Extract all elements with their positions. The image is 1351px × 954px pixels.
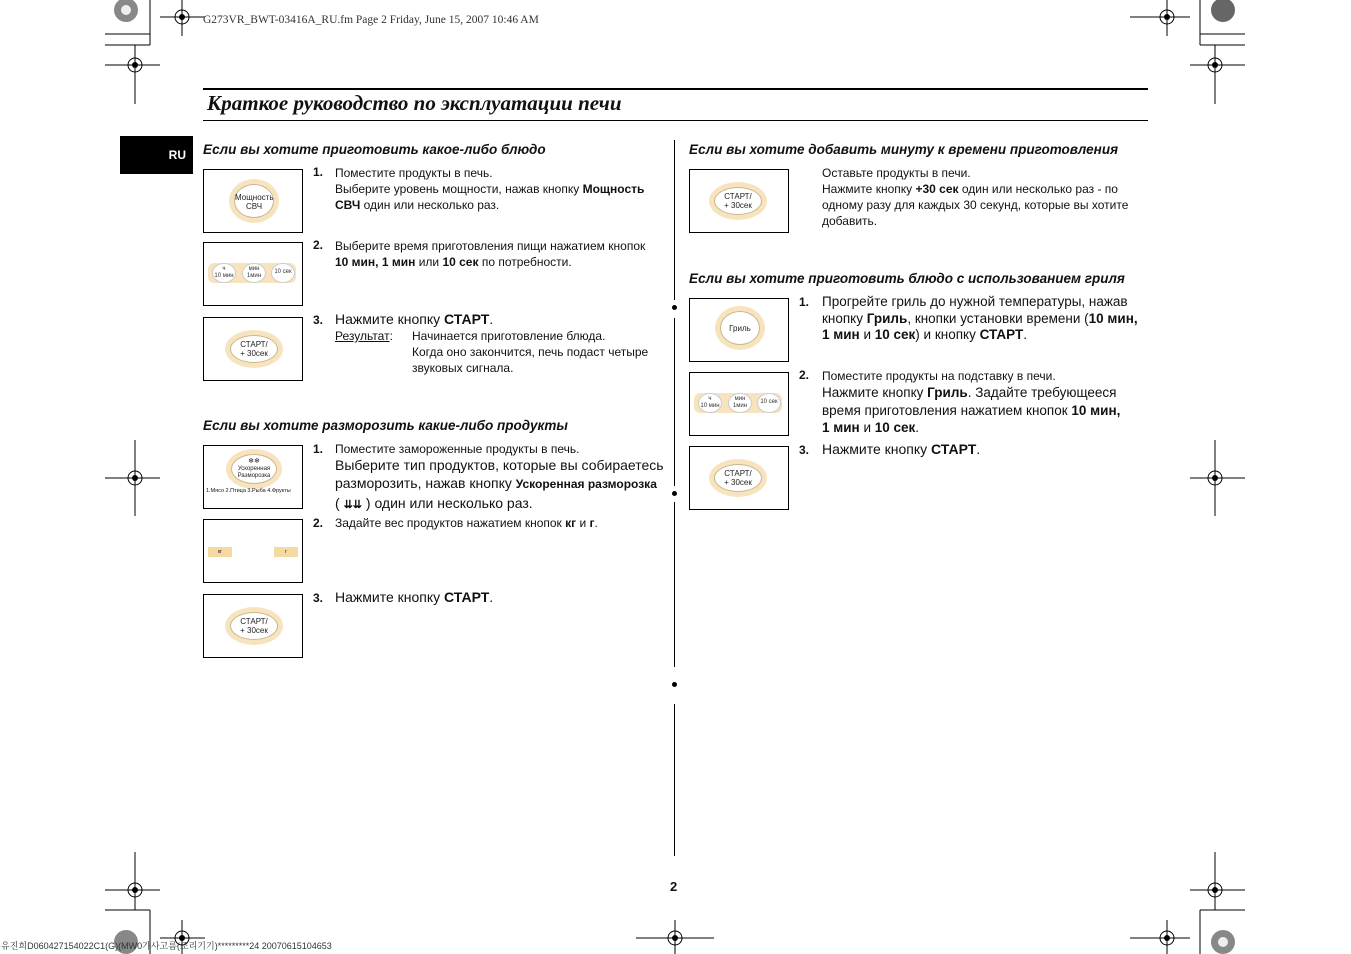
defrost-button-icon: ❄❄ Ускоренная Разморозка	[231, 454, 277, 484]
10sec-button-icon: 10 сек	[757, 393, 781, 413]
start-button-icon: СТАРТ/ + 30сек	[714, 187, 762, 215]
divider-dot	[672, 305, 677, 310]
step-text: Поместите продукты в печь. Выберите уровень мощности, нажав кнопку Мощность СВЧ один или несколько раз.	[335, 166, 645, 212]
page-title: Краткое руководство по эксплуатации печи	[207, 91, 622, 115]
step-text: Поместите замороженные продукты в печь. Выберите тип продуктов, которые вы собираетесь разморозить, нажав кнопку Ускоренная разморозка ( ⇊⇊ ) один или несколько раз.	[335, 442, 664, 511]
title-rule-top	[203, 88, 1148, 90]
section-heading-cook: Если вы хотите приготовить какое-либо блюдо	[203, 142, 546, 157]
section-heading-defrost: Если вы хотите разморозить какие-либо продукты	[203, 418, 568, 433]
section-heading-add-minute: Если вы хотите добавить минуту к времени приготовления	[689, 142, 1119, 157]
page-number: 2	[670, 879, 678, 894]
step-text: Поместите продукты на подставку в печи. Нажмите кнопку Гриль. Задайте требующееся время приготовления нажатием кнопок 10 мин, 1 мин и 10 сек.	[822, 369, 1121, 435]
step-number: 3.	[799, 443, 810, 457]
print-slug: 유진희D060427154022C1(G)(MW0가사고름(조리기기)*********24 20070615104653	[1, 941, 332, 951]
time-buttons-illustration	[203, 242, 303, 306]
food-type-row: 1.Мясо 2.Птица 3.Рыба 4.Фрукты	[206, 488, 291, 494]
g-button-icon: г	[274, 547, 298, 557]
10min-button-icon: ч 10 мин	[698, 393, 722, 413]
add-minute-text: Оставьте продукты в печи. Нажмите кнопку +30 сек один или несколько раз - по одному разу для каждых 30 секунд, которые вы хотите добавить.	[822, 166, 1129, 228]
grill-button-illustration	[689, 298, 789, 362]
step-number: 2.	[799, 368, 810, 382]
start-button-illustration	[689, 169, 789, 233]
start-button-illustration	[203, 594, 303, 658]
step-number: 2.	[313, 516, 324, 530]
step-text: Нажмите кнопку СТАРТ.	[335, 311, 494, 327]
column-divider	[674, 140, 675, 300]
10min-button-icon: ч 10 мин	[212, 263, 236, 283]
time-buttons-illustration	[689, 372, 789, 436]
start-button-illustration	[203, 317, 303, 381]
section-heading-grill: Если вы хотите приготовить блюдо с использованием гриля	[689, 271, 1125, 286]
grill-button-icon: Гриль	[720, 311, 760, 345]
step-number: 3.	[313, 591, 324, 605]
column-divider-2	[674, 318, 675, 486]
10sec-button-icon: 10 сек	[271, 263, 295, 283]
kg-button-icon: кг	[208, 547, 232, 557]
step-text: Задайте вес продуктов нажатием кнопок кг и г.	[335, 516, 598, 530]
result-label: Результат:	[335, 329, 393, 343]
step-text: Выберите время приготовления пищи нажатием кнопок 10 мин, 1 мин или 10 сек по потребности.	[335, 239, 646, 269]
1min-button-icon: мин 1мин	[728, 393, 752, 413]
step-number: 1.	[799, 295, 810, 309]
divider-dot	[672, 491, 677, 496]
language-tab: RU	[120, 136, 193, 174]
result-text: Начинается приготовление блюда. Когда оно закончится, печь подаст четыре звуковых сигнала.	[412, 329, 649, 375]
start-button-illustration	[689, 446, 789, 510]
column-divider-4	[674, 704, 675, 856]
start-button-icon: СТАРТ/ + 30сек	[230, 612, 278, 640]
divider-dot	[672, 682, 677, 687]
power-button-icon: Мощность СВЧ	[234, 184, 274, 218]
step-text: Прогрейте гриль до нужной температуры, нажав кнопку Гриль, кнопки установки времени (10 мин, 1 мин и 10 сек) и кнопку СТАРТ.	[822, 294, 1138, 342]
start-button-icon: СТАРТ/ + 30сек	[714, 464, 762, 492]
defrost-button-illustration	[203, 445, 303, 509]
file-info: G273VR_BWT-03416A_RU.fm Page 2 Friday, June 15, 2007 10:46 AM	[203, 14, 539, 26]
step-number: 2.	[313, 238, 324, 252]
power-button-illustration	[203, 169, 303, 233]
step-text: Нажмите кнопку СТАРТ.	[335, 589, 494, 605]
step-text: Нажмите кнопку СТАРТ.	[822, 441, 981, 457]
step-number: 1.	[313, 165, 324, 179]
1min-button-icon: мин 1мин	[242, 263, 266, 283]
start-button-icon: СТАРТ/ + 30сек	[230, 335, 278, 363]
column-divider-3	[674, 502, 675, 667]
title-rule-bottom	[203, 120, 1148, 121]
step-number: 3.	[313, 313, 324, 327]
step-number: 1.	[313, 442, 324, 456]
weight-buttons-illustration	[203, 519, 303, 583]
